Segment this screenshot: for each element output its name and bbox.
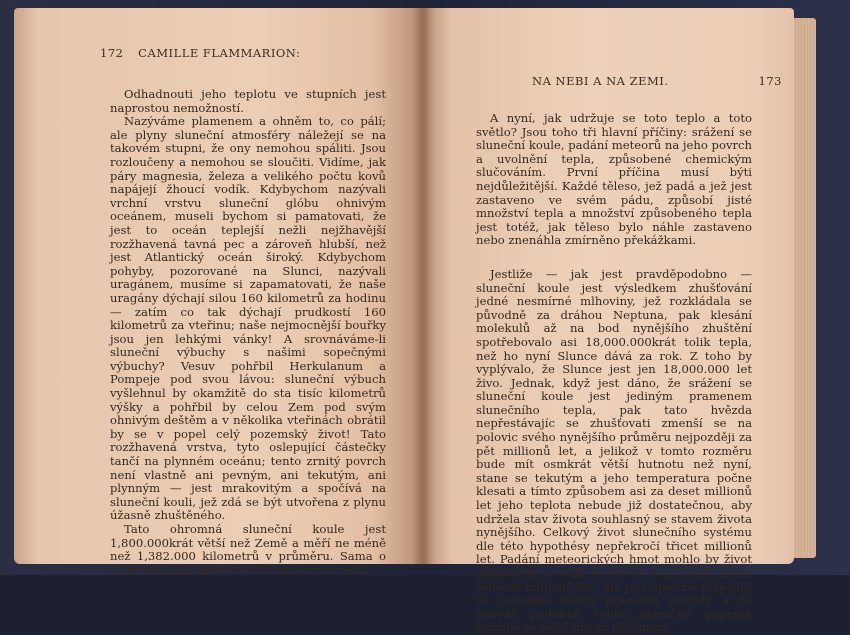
left-page-number: 172 <box>100 46 124 60</box>
paragraph: Odhadnouti jeho teplotu ve stupních jest naprostou nemožností. <box>110 87 386 115</box>
right-page <box>422 8 794 635</box>
left-running-header <box>100 46 380 60</box>
paragraph: A nyní, jak udržuje se toto teplo a toto světlo? Jsou toho tři hlavní příčiny: srážení se sluneční koule, padání meteorů na jeho povrch a uvolnění tepla, způsobené chemickým slučováním. První příčina musí býti nejdůležitější. Každé těleso, jež padá a jež jest zastaveno ve svém pádu, způsobí jisté množství tepla a množství způsobeného tepla jest totéž, jak těleso bylo náhle zastaveno nebo znenáhla zmírněno překážkami. <box>476 111 752 248</box>
right-page-text <box>476 112 752 635</box>
page-edges <box>794 18 816 558</box>
paragraph: Jestliže — jak jest pravděpodobno — sluneční koule jest výsledkem zhušťování jedné nesmírné mlhoviny, jež rozkládala se původně za dráhou Neptuna, pak klesání molekulů až na bod nynějšího zhuštění spotřebovalo asi 18,000.000krát tolik tepla, než ho nyní Slunce dává za rok. Z toho by vyplývalo, že Slunce jest jen 18,000.000 let živo. Jednak, když jest dáno, že srážení se sluneční koule jest jediným pramenem slunečního tepla, pak tato hvězda nepřestávajíc se zhušťovati zmenší se na polovic svého nynějšího průměru nejpozději za pět millionů let, a jelikož v tomto rozměru bude mít osmkrát větší hutnotu než nyní, stane se tekutým a jeho temperatura počne klesati a tímto způsobem asi za deset millionů let jeho teplota nebude již dostatečnou, aby udržela stav života souhlasný se stavem života nynějšího. Celkový život slunečního systému dle této hypothésy nepřekročí třicet millionů let. Padání meteorických hmot mohlo by život prodloužiti o tolik, že by se to přivedlo až na šedesát millionů let. Ale jest opatrné připojiti, že neznáme všech pramenů přírody a že pravdě podobně tento zázračný paprsek udržuje se ještě jinými příčinami. <box>476 266 752 635</box>
right-running-header <box>532 74 782 88</box>
paragraph: Tato ohromná sluneční koule jest 1,800.000krát větší než Země a měří ne méně než 1,382.000 kilometrů v průměru. Sama o sobě váží tolik jako 324.000 spojených zemí. <box>110 522 386 577</box>
book-gutter <box>412 8 434 564</box>
paragraph-gap <box>476 248 752 268</box>
right-running-head: NA NEBI A NA ZEMI. <box>532 74 669 88</box>
left-page-text <box>110 88 386 577</box>
open-book <box>14 8 822 635</box>
left-page <box>14 8 422 577</box>
left-running-head: CAMILLE FLAMMARION: <box>138 46 301 60</box>
paragraph: Nazýváme plamenem a ohněm to, co pálí; ale plyny sluneční atmosféry náležejí se na takovém stupni, že ony nemohou spáliti. Jsou rozloučeny a nemohou se sloučiti. Vidíme, jak páry magnesia, železa a velikého počtu kovů napájejí žhoucí vodík. Kdybychom nazývali vrchní vrstvu sluneční glóbu ohnivým oceánem, museli bychom si pamatovati, že jest to oceán teplejší nežli nejžhavější rozžhavená tavná pec a zároveň hlubší, než jest Atlantický oceán široký. Kdybychom pohyby, pozorované na Slunci, nazývali uragánem, musíme si zapamatovati, že naše uragány dýchají silou 160 kilometrů za hodinu — zatím co tak dýchají prudkostí 160 kilometrů za vteřinu; naše nejmocnější bouřky jsou jen lehkými vánky! A srovnáváme-li sluneční výbuchy s našimi sopečnými výbuchy? Vesuv pohřbil Herkulanum a Pompeje pod svou lávou: sluneční výbuch vyšlehnul by okamžitě do sta tisíc kilometrů výšky a pohřbil by celou Zem pod svým ohnivým deštěm a v několika vteřinách obrátil by se v popel celý pozemský život! Tato rozžhavená vrstva, tyto oslepující částečky tančí na plynném oceánu; tento zrnitý povrch není vlastně ani pevným, ani tekutým, ani plynným — jest mrakovitým a spočívá na sluneční kouli, jež zdá se být utvořena z plynu úžasně zhuštěného. <box>110 114 386 523</box>
right-page-number: 173 <box>758 74 782 88</box>
